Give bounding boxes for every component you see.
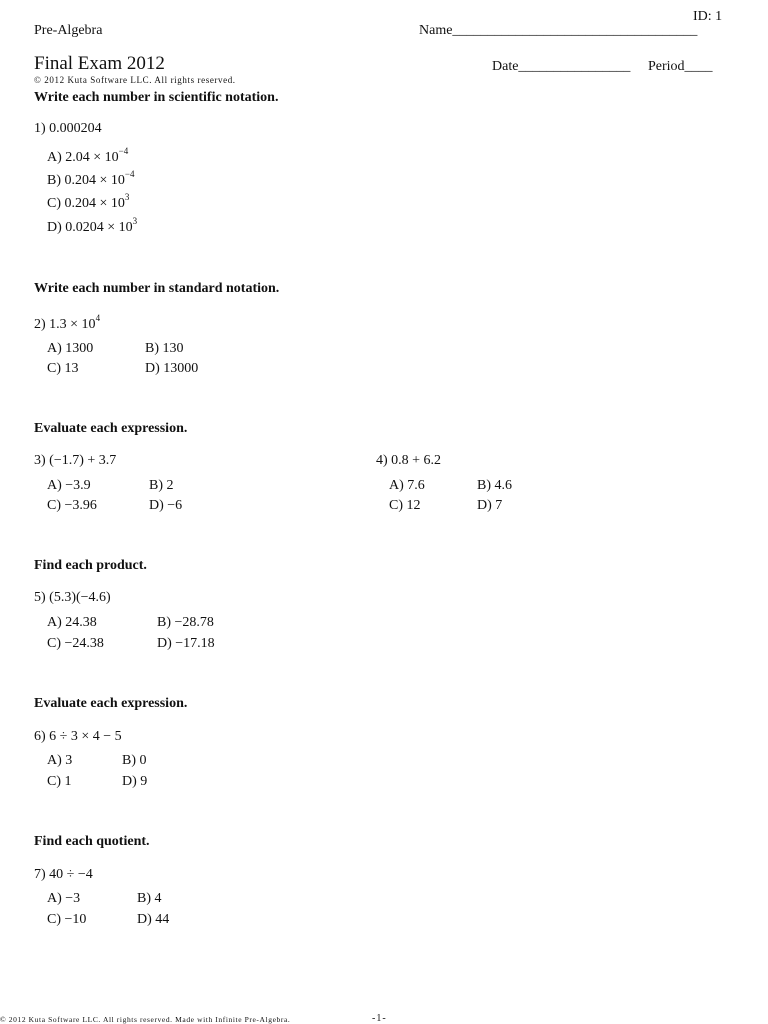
q5-choice-d[interactable]: D) −17.18 bbox=[157, 636, 215, 651]
q4-choice-d[interactable]: D) 7 bbox=[477, 498, 503, 513]
section-heading: Write each number in scientific notation. bbox=[34, 90, 279, 105]
q1-choice-c[interactable]: C) $0.204 \times 10^3$ bbox=[47, 192, 130, 211]
q1-choice-d[interactable]: D) $0.0204 \times 10^3$ bbox=[47, 216, 138, 235]
question-3-prompt: 3) (−1.7) + 3.7 bbox=[34, 453, 117, 468]
section-heading: Write each number in standard notation. bbox=[34, 281, 280, 296]
q3-choice-c[interactable]: C) −3.96 bbox=[47, 498, 97, 513]
section-heading: Evaluate each expression. bbox=[34, 696, 188, 711]
question-7-prompt: 7) 40 ÷ −4 bbox=[34, 867, 93, 882]
q5-choice-b[interactable]: B) −28.78 bbox=[157, 615, 214, 630]
q6-choice-c[interactable]: C) 1 bbox=[47, 774, 72, 789]
section-heading: Find each quotient. bbox=[34, 834, 150, 849]
question-1-prompt: 1) 0.000204 bbox=[34, 121, 102, 136]
question-6-prompt: 6) 6 ÷ 3 × 4 − 5 bbox=[34, 729, 122, 744]
footer-copyright: © 2012 Kuta Software LLC. All rights reserved. Made with Infinite Pre-Algebra. bbox=[0, 1015, 291, 1024]
name-field[interactable]: Name___________________________________ bbox=[419, 23, 698, 38]
q5-choice-c[interactable]: C) −24.38 bbox=[47, 636, 104, 651]
q7-choice-d[interactable]: D) 44 bbox=[137, 912, 170, 927]
q4-choice-a[interactable]: A) 7.6 bbox=[389, 478, 425, 493]
q4-choice-c[interactable]: C) 12 bbox=[389, 498, 421, 513]
q7-choice-c[interactable]: C) −10 bbox=[47, 912, 87, 927]
question-2-prompt: 2) $1.3 \times 10^4$ bbox=[34, 313, 101, 332]
q5-choice-a[interactable]: A) 24.38 bbox=[47, 615, 97, 630]
section-heading: Evaluate each expression. bbox=[34, 421, 188, 436]
q7-choice-a[interactable]: A) −3 bbox=[47, 891, 81, 906]
course-label: Pre-Algebra bbox=[34, 23, 103, 38]
q6-choice-a[interactable]: A) 3 bbox=[47, 753, 73, 768]
question-5-prompt: 5) (5.3)(−4.6) bbox=[34, 590, 111, 605]
date-field[interactable]: Date________________ bbox=[492, 59, 631, 74]
page-number: -1- bbox=[372, 1013, 387, 1024]
question-4-prompt: 4) 0.8 + 6.2 bbox=[376, 453, 442, 468]
q3-choice-d[interactable]: D) −6 bbox=[149, 498, 183, 513]
q3-choice-a[interactable]: A) −3.9 bbox=[47, 478, 91, 493]
q4-choice-b[interactable]: B) 4.6 bbox=[477, 478, 512, 493]
q2-choice-c[interactable]: C) 13 bbox=[47, 361, 79, 376]
page-title: Final Exam 2012 bbox=[34, 53, 165, 74]
section-heading: Find each product. bbox=[34, 558, 147, 573]
q3-choice-b[interactable]: B) 2 bbox=[149, 478, 174, 493]
q6-choice-b[interactable]: B) 0 bbox=[122, 753, 147, 768]
q6-choice-d[interactable]: D) 9 bbox=[122, 774, 148, 789]
q1-choice-a[interactable]: A) $2.04 \times 10^{-4}$ bbox=[47, 146, 129, 165]
id-label: ID: 1 bbox=[693, 9, 723, 24]
period-field[interactable]: Period____ bbox=[648, 59, 713, 74]
q2-choice-b[interactable]: B) 130 bbox=[145, 341, 184, 356]
q2-choice-a[interactable]: A) 1300 bbox=[47, 341, 94, 356]
q1-choice-b[interactable]: B) $0.204 \times 10^{-4}$ bbox=[47, 169, 135, 188]
q2-choice-d[interactable]: D) 13000 bbox=[145, 361, 199, 376]
q7-choice-b[interactable]: B) 4 bbox=[137, 891, 162, 906]
header-copyright: © 2012 Kuta Software LLC. All rights reserved. bbox=[34, 75, 236, 85]
